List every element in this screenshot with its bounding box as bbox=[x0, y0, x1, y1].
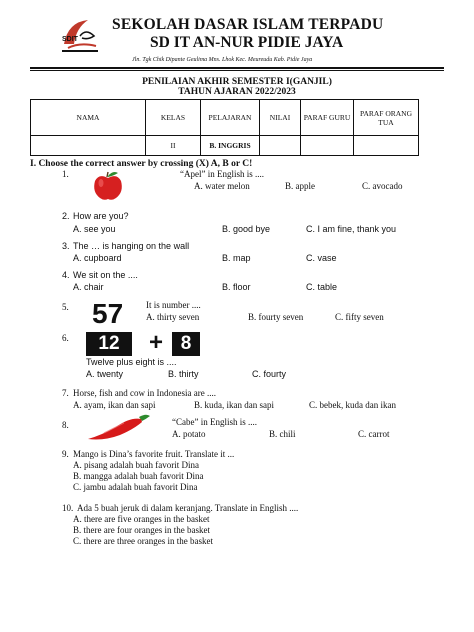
q2-option-b[interactable]: B. good bye bbox=[222, 224, 271, 234]
header-pelajaran: PELAJARAN bbox=[201, 100, 260, 136]
q5-option-b[interactable]: B. fourty seven bbox=[248, 312, 304, 322]
header-paraf-guru: PARAF GURU bbox=[301, 100, 354, 136]
value-nama[interactable] bbox=[31, 136, 146, 156]
header-paraf-orang-tua: PARAF ORANG TUA bbox=[354, 100, 419, 136]
value-paraf-guru[interactable] bbox=[301, 136, 354, 156]
q8-option-c[interactable]: C. carrot bbox=[358, 429, 390, 439]
chili-image bbox=[84, 409, 154, 445]
q6-box-eight: 8 bbox=[172, 332, 200, 356]
q6-option-c[interactable]: C. fourty bbox=[252, 369, 287, 379]
q3-option-c[interactable]: C. vase bbox=[306, 253, 337, 263]
apple-image bbox=[91, 168, 125, 202]
value-pelajaran: B. INGGRIS bbox=[201, 136, 260, 156]
identity-table bbox=[30, 99, 419, 156]
q1-number: 1. bbox=[62, 169, 69, 179]
q6-option-a[interactable]: A. twenty bbox=[86, 369, 124, 379]
q6-question: Twelve plus eight is .... bbox=[86, 357, 177, 367]
q1-question: “Apel” in English is .... bbox=[180, 169, 264, 179]
q1-option-c[interactable]: C. avocado bbox=[362, 181, 403, 191]
q2-number: 2. bbox=[62, 211, 70, 221]
q4-option-b[interactable]: B. floor bbox=[222, 282, 251, 292]
school-name-line1: SEKOLAH DASAR ISLAM TERPADU bbox=[112, 16, 384, 33]
q7-option-b[interactable]: B. kuda, ikan dan sapi bbox=[194, 400, 274, 410]
q3-number: 3. bbox=[62, 241, 70, 251]
q7-number: 7. bbox=[62, 388, 69, 398]
value-nilai[interactable] bbox=[260, 136, 301, 156]
q8-option-b[interactable]: B. chili bbox=[269, 429, 296, 439]
q8-question: “Cabe” in English is .... bbox=[172, 417, 257, 427]
q1-option-a[interactable]: A. water melon bbox=[194, 181, 250, 191]
header-nama: NAMA bbox=[31, 100, 146, 136]
q5-question: It is number .... bbox=[146, 300, 201, 310]
q9-question: Mango is Dina’s favorite fruit. Translate it ... bbox=[73, 449, 235, 459]
q6-option-b[interactable]: B. thirty bbox=[168, 369, 199, 379]
q3-option-a[interactable]: A. cupboard bbox=[73, 253, 122, 263]
q4-option-c[interactable]: C. table bbox=[306, 282, 338, 292]
q7-option-a[interactable]: A. ayam, ikan dan sapi bbox=[73, 400, 156, 410]
q3-option-b[interactable]: B. map bbox=[222, 253, 251, 263]
q4-question: We sit on the .... bbox=[73, 270, 138, 280]
q5-number: 5. bbox=[62, 302, 69, 312]
q10-option-c[interactable]: C. there are three oranges in the basket bbox=[73, 536, 213, 546]
q6-number: 6. bbox=[62, 333, 69, 343]
q6-plus-sign: + bbox=[149, 329, 164, 356]
q7-option-c[interactable]: C. bebek, kuda dan ikan bbox=[309, 400, 396, 410]
q9-option-b[interactable]: B. mangga adalah buah favorit Dina bbox=[73, 471, 204, 481]
q6-box-twelve: 12 bbox=[86, 332, 132, 356]
header-kelas: KELAS bbox=[146, 100, 201, 136]
q7-question: Horse, fish and cow in Indonesia are .... bbox=[73, 388, 216, 398]
q3-question: The … is hanging on the wall bbox=[73, 241, 190, 251]
header-divider bbox=[30, 67, 444, 69]
q9-option-a[interactable]: A. pisang adalah buah favorit Dina bbox=[73, 460, 199, 470]
header-divider-thin bbox=[30, 70, 444, 71]
exam-year: TAHUN AJARAN 2022/2023 bbox=[178, 87, 296, 97]
q2-question: How are you? bbox=[73, 211, 129, 221]
q8-option-a[interactable]: A. potato bbox=[172, 429, 206, 439]
q1-option-b[interactable]: B. apple bbox=[285, 181, 315, 191]
q5-option-c[interactable]: C. fifty seven bbox=[335, 312, 384, 322]
q2-option-c[interactable]: C. I am fine, thank you bbox=[306, 224, 397, 234]
q10-option-a[interactable]: A. there are five oranges in the basket bbox=[73, 514, 210, 524]
q9-option-c[interactable]: C. jambu adalah buah favorit Dina bbox=[73, 482, 198, 492]
school-logo bbox=[58, 14, 102, 58]
school-address: Jln. Tgk Chik Dipante Geulima Mns. Lhok Kec. Meureudu Kab. Pidie Jaya bbox=[132, 57, 313, 63]
school-name-line2: SD IT AN-NUR PIDIE JAYA bbox=[150, 34, 344, 51]
value-kelas: II bbox=[146, 136, 201, 156]
q4-number: 4. bbox=[62, 270, 70, 280]
q9-number: 9. bbox=[62, 449, 69, 459]
q8-number: 8. bbox=[62, 420, 69, 430]
header-nilai: NILAI bbox=[260, 100, 301, 136]
section-instruction: I. Choose the correct answer by crossing (X) A, B or C! bbox=[30, 159, 253, 169]
q5-number-image: 57 bbox=[92, 298, 124, 329]
q5-option-a[interactable]: A. thirty seven bbox=[146, 312, 200, 322]
q10-number: 10. bbox=[62, 503, 74, 513]
exam-title: PENILAIAN AKHIR SEMESTER I(GANJIL) bbox=[142, 77, 332, 87]
q10-question: Ada 5 buah jeruk di dalam keranjang. Translate in English .... bbox=[77, 503, 299, 513]
q10-option-b[interactable]: B. there are four oranges in the basket bbox=[73, 525, 210, 535]
q4-option-a[interactable]: A. chair bbox=[73, 282, 104, 292]
logo-mark: SDIT bbox=[62, 36, 78, 43]
value-paraf-orang-tua[interactable] bbox=[354, 136, 419, 156]
q2-option-a[interactable]: A. see you bbox=[73, 224, 116, 234]
